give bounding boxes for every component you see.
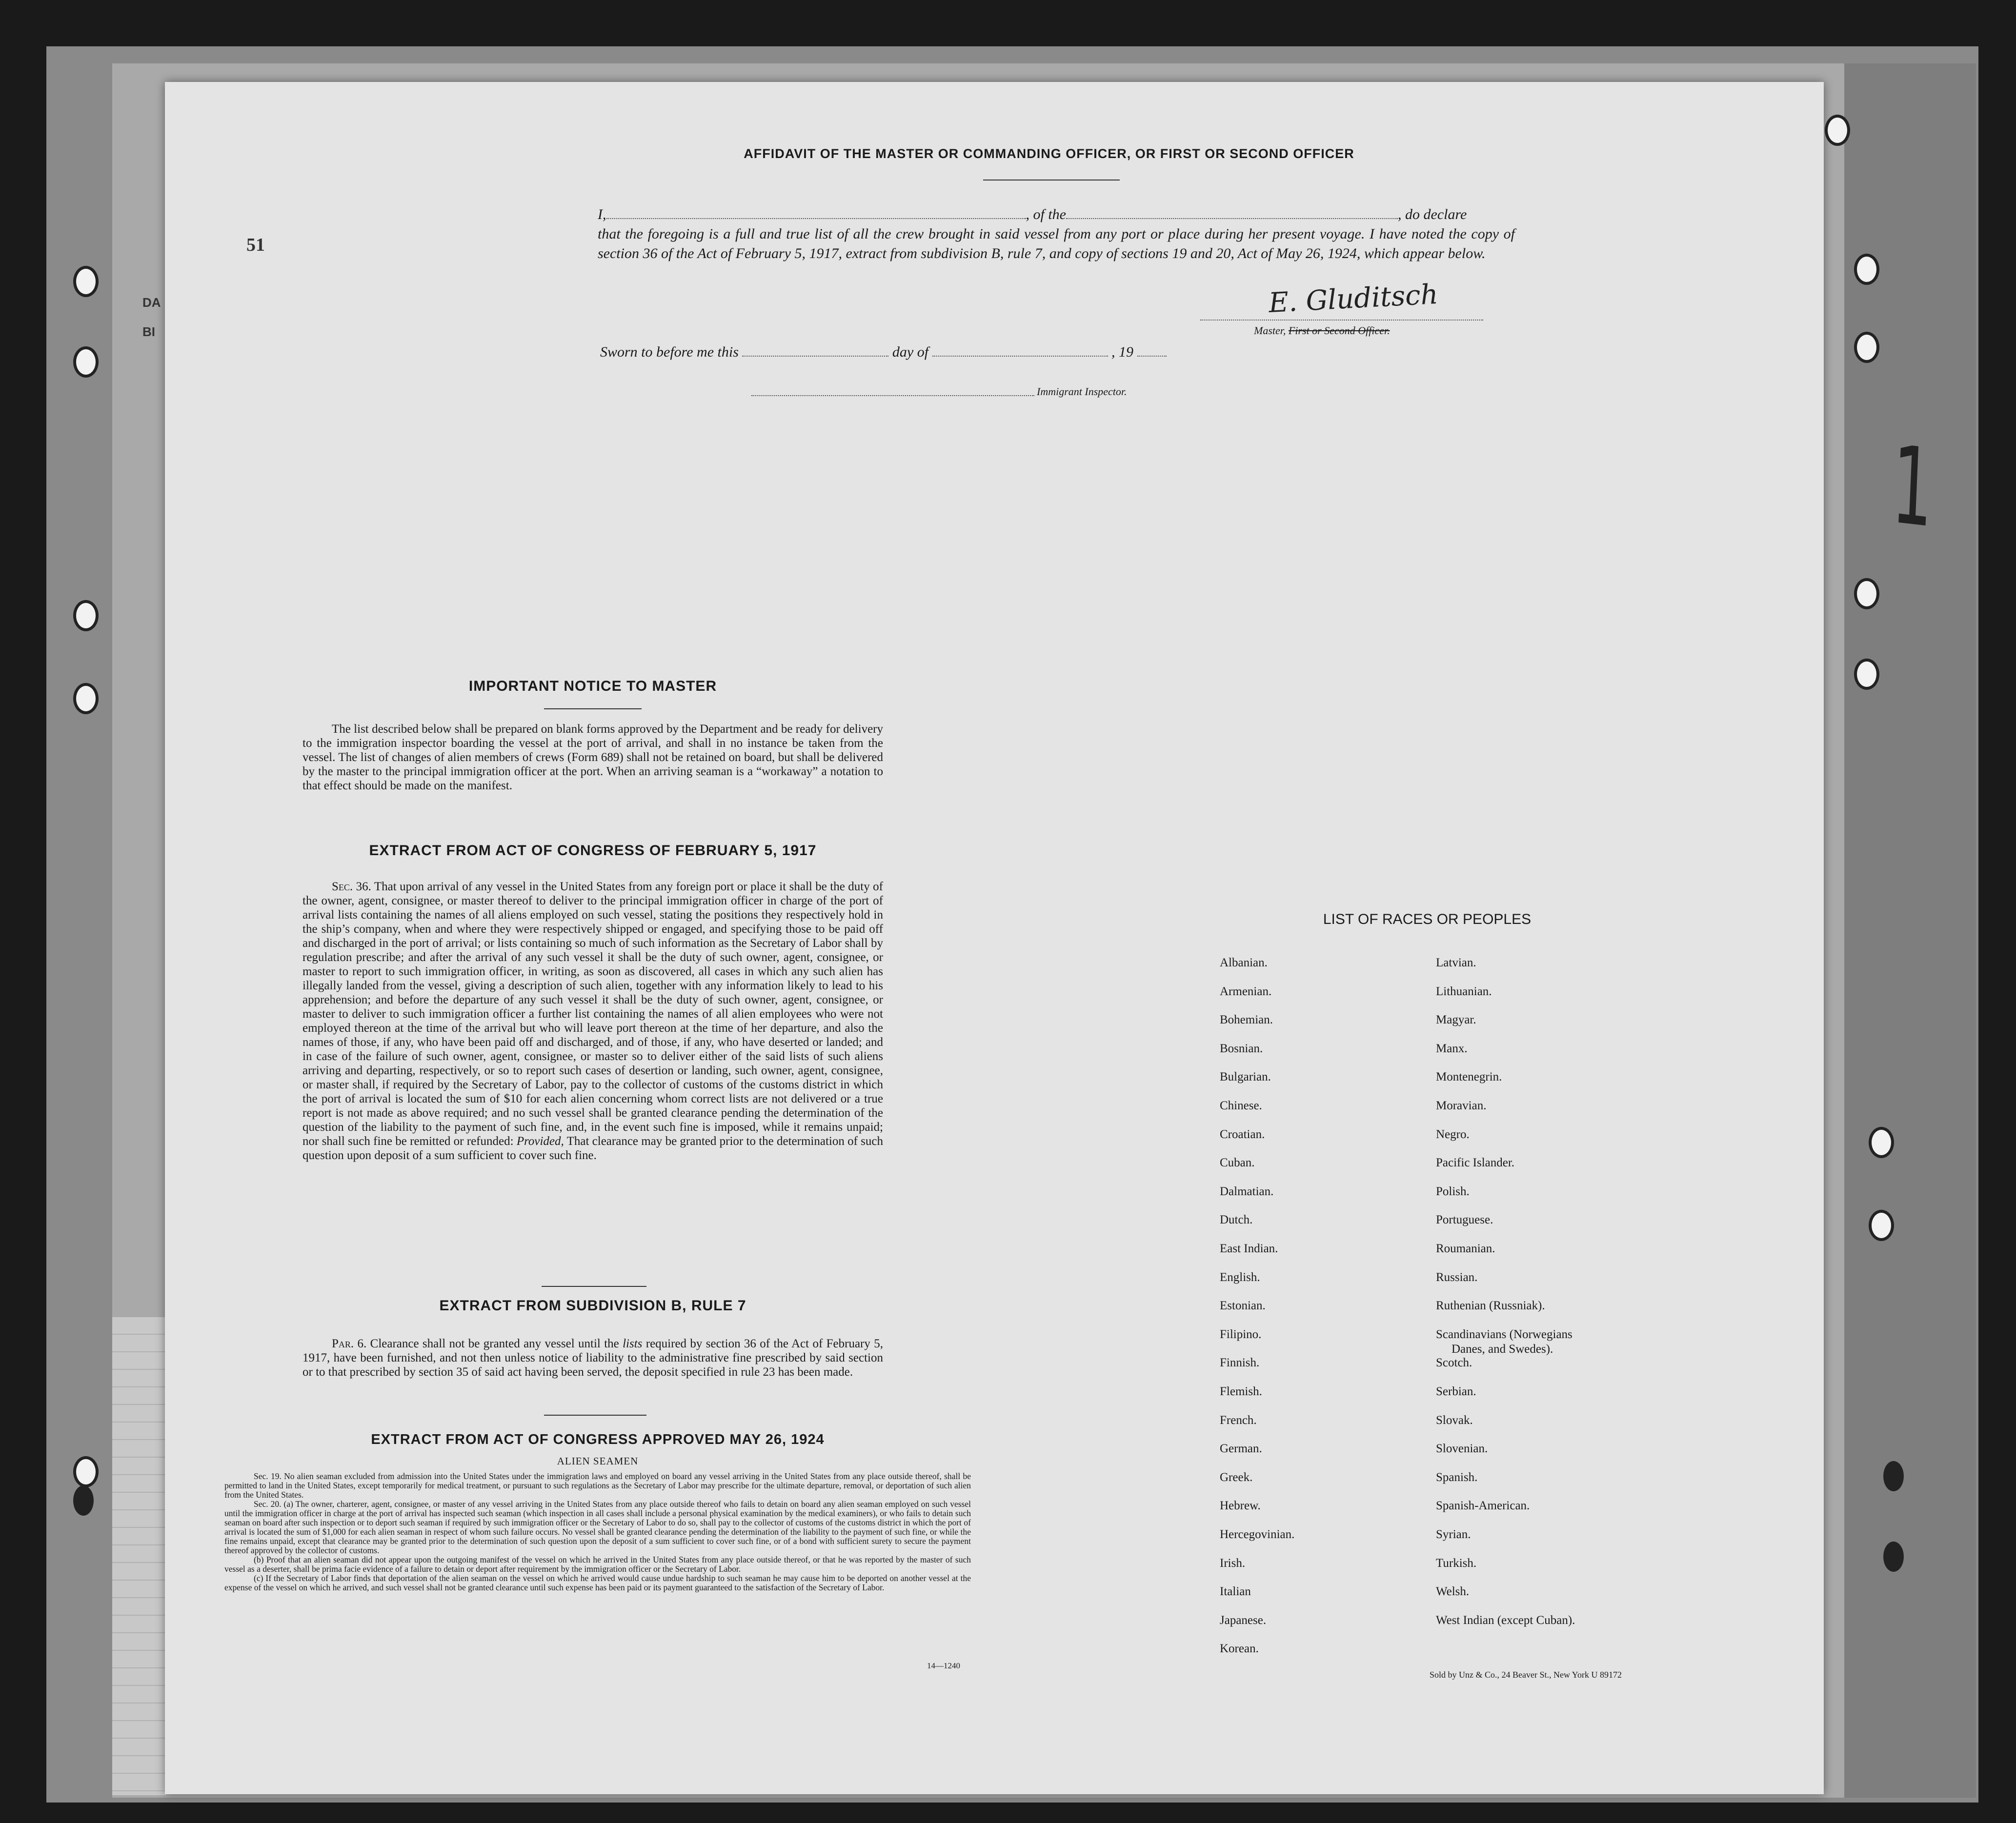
affidavit-i-label: I, — [598, 206, 606, 222]
rule7-title: EXTRACT FROM SUBDIVISION B, RULE 7 — [439, 1298, 746, 1314]
race-item: Portuguese. — [1436, 1213, 1493, 1227]
affidavit-of-label: , of the — [1026, 206, 1066, 222]
punch-hole-icon — [1869, 1127, 1894, 1158]
sworn-year-label: , 19 — [1111, 344, 1134, 360]
race-item: Welsh. — [1436, 1585, 1470, 1599]
act-1924-sec20a: Sec. 20. (a) The owner, charterer, agent, consignee, or master of any vessel arriving in the United States from any place outside thereof who fails to detain on board any alien seaman employed on such vessel until the immigration officer in charge at the port of arrival has inspected such seaman (which inspection in all cases shall include a personal physical examination by the medical examiners), or who fails to detain such seaman on board after such inspection or to deport such seaman if required by such immigration officer or the Secretary of Labor to do so, shall pay to the collector of customs of the customs district in which the port of arrival is located the sum of $1,000 for each alien seaman in respect of whom such failure occurs. No vessel shall be granted clearance pending the determination of the liability to the payment of such fine, or while the fine remains unpaid, except that clearance may be granted prior to the determination of such question upon the deposit of a sum sufficient to cover such fine, or of a bond with sufficient surety to secure the payment thereof approved by the collector of customs. — [224, 1499, 971, 1555]
race-item: Flemish. — [1220, 1385, 1262, 1398]
race-item: Pacific Islander. — [1436, 1156, 1515, 1170]
race-item: Bohemian. — [1220, 1013, 1273, 1027]
rule7-body-a: Clearance shall not be granted any vessel until the — [370, 1337, 619, 1350]
race-item: English. — [1220, 1270, 1260, 1284]
lined-paper-strip — [112, 1317, 166, 1795]
punch-hole-icon — [1825, 115, 1850, 146]
master-signature: E. Gluditsch — [1268, 278, 1439, 320]
signature-caption — [1254, 324, 1390, 337]
notice-title: IMPORTANT NOTICE TO MASTER — [468, 678, 717, 694]
race-item: Dalmatian. — [1220, 1184, 1274, 1198]
race-item: East Indian. — [1220, 1242, 1278, 1255]
act-1917-text — [302, 880, 883, 1162]
race-item: West Indian (except Cuban). — [1436, 1613, 1575, 1627]
race-item: Armenian. — [1220, 984, 1272, 998]
act-1924-divider — [544, 1415, 646, 1416]
signature-line — [1200, 320, 1483, 321]
sworn-dayof-label: day of — [892, 344, 929, 360]
race-item: Lithuanian. — [1436, 984, 1492, 998]
signature-caption-struck: First or Second Officer. — [1288, 324, 1390, 337]
act-1924-text — [224, 1472, 971, 1592]
punch-hole-icon — [1854, 659, 1879, 690]
notice-text: The list described below shall be prepared on blank forms approved by the Department and be ready for delivery to the immigration inspector boarding the vessel at the port of arrival, and shall in no instance be taken from the vessel. The list of changes of alien members of crews (Form 689) shall not be retained on board, but shall be delivered by the master to the principal immigration officer at the port. When an arriving seaman is a “workaway” a notation to that effect should be made on the manifest. — [302, 722, 883, 792]
inspector-signature-line[interactable] — [751, 395, 1034, 396]
race-item: Serbian. — [1436, 1385, 1476, 1398]
master-name-blank[interactable] — [606, 218, 1026, 219]
vessel-name-blank[interactable] — [1066, 218, 1398, 219]
race-item: Spanish-American. — [1436, 1499, 1530, 1513]
affidavit-declare-label: , do declare — [1398, 206, 1467, 222]
race-item: Croatian. — [1220, 1127, 1265, 1141]
race-item: Manx. — [1436, 1042, 1468, 1055]
punch-hole-icon — [1854, 578, 1879, 609]
race-item: Greek. — [1220, 1470, 1253, 1484]
rule7-body-b: required by section 36 of the Act of February 5, 1917, have been furnished, and not then unless notice of liability to the administrative fine prescribed by said section or to that prescribed by section 35 of said act having been served, the deposit specified in rule 23 has been made. — [302, 1337, 883, 1379]
race-item: Polish. — [1436, 1184, 1470, 1198]
race-item: Hercegovinian. — [1220, 1528, 1295, 1541]
punch-hole-icon — [1883, 1461, 1904, 1491]
rule7-text — [302, 1337, 883, 1379]
race-item: Bosnian. — [1220, 1042, 1263, 1055]
form-number: 14—1240 — [927, 1661, 960, 1670]
punch-hole-icon — [1869, 1210, 1894, 1241]
race-item: German. — [1220, 1442, 1262, 1456]
race-item: Chinese. — [1220, 1099, 1262, 1112]
race-item: Spanish. — [1436, 1470, 1478, 1484]
sworn-day-blank[interactable] — [742, 356, 888, 357]
act-1924-sec20c: (c) If the Secretary of Labor finds that deportation of the alien seaman on the vessel on which he arrived would cause undue hardship to such seaman he may cause him to be deported on another vessel at the expense of the vessel on which he arrived, and such vessel shall not be granted clearance until such expense has been paid or its payment guaranteed to the satisfaction of the Secretary of Labor. — [224, 1573, 971, 1592]
inspector-caption: Immigrant Inspector. — [1037, 385, 1127, 398]
rule7-lists: lists — [623, 1337, 643, 1350]
punch-hole-icon — [73, 600, 99, 631]
rule7-par-label: Par. 6. — [332, 1337, 367, 1350]
sworn-line — [600, 344, 1167, 361]
binder-edge — [1844, 63, 1976, 1798]
race-item: Albanian. — [1220, 956, 1268, 969]
affidavit-text: that the foregoing is a full and true list of all the crew brought in said vessel from any port or place during her present voyage. I have noted the copy of section 36 of the Act of February 5, 1917, extract from subdivision B, rule 7, and copy of sections 19 and 20, Act of May 26, 1924, which appear below. — [598, 226, 1515, 261]
race-item: Ruthenian (Russniak). — [1436, 1299, 1545, 1313]
sworn-label: Sworn to before me this — [600, 344, 739, 360]
race-item: Bulgarian. — [1220, 1070, 1271, 1084]
punch-hole-icon — [73, 683, 99, 714]
act-1917-body-end: That clearance may be granted prior to the determination of such question upon deposit of a sum sufficient to cover such fine. — [302, 1135, 883, 1162]
notice-divider — [544, 708, 642, 709]
race-item: Moravian. — [1436, 1099, 1487, 1112]
race-item: Latvian. — [1436, 956, 1476, 969]
margin-mark-da: DA — [142, 295, 161, 310]
race-item: Finnish. — [1220, 1356, 1260, 1370]
race-item: Slovak. — [1436, 1413, 1473, 1427]
races-title: LIST OF RACES OR PEOPLES — [1323, 911, 1532, 927]
punch-hole-icon — [1883, 1542, 1904, 1572]
act-1924-subtitle: ALIEN SEAMEN — [557, 1455, 639, 1467]
race-item: Negro. — [1436, 1127, 1470, 1141]
act-1917-section-label: Sec. 36. — [332, 880, 371, 893]
race-item: Magyar. — [1436, 1013, 1476, 1027]
sworn-month-blank[interactable] — [932, 356, 1108, 357]
act-1924-title: EXTRACT FROM ACT OF CONGRESS APPROVED MAY 26, 1924 — [371, 1432, 825, 1447]
handwritten-mark: 1 — [1889, 422, 1936, 552]
punch-hole-icon — [1854, 332, 1879, 363]
race-item: Slovenian. — [1436, 1442, 1488, 1456]
race-item: Italian — [1220, 1585, 1251, 1599]
affidavit-body — [598, 205, 1515, 263]
punch-hole-icon — [73, 1485, 94, 1516]
race-item: Filipino. — [1220, 1327, 1262, 1341]
race-item: Hebrew. — [1220, 1499, 1261, 1513]
act-1924-sec19: Sec. 19. No alien seaman excluded from admission into the United States under the immigration laws and employed on board any vessel arriving in the United States from any place outside thereof, shall be permitted to land in the United States, except temporarily for medical treatment, or pursuant to such regulations as the Secretary of Labor may prescribe for the ultimate departure, removal, or deportation of such alien from the United States. — [224, 1471, 971, 1500]
act-1917-title: EXTRACT FROM ACT OF CONGRESS OF FEBRUARY 5, 1917 — [369, 842, 817, 859]
race-item: Roumanian. — [1436, 1242, 1495, 1255]
affidavit-title: AFFIDAVIT OF THE MASTER OR COMMANDING OFFICER, OR FIRST OR SECOND OFFICER — [744, 146, 1354, 161]
margin-mark-bi: BI — [142, 324, 155, 339]
punch-hole-icon — [73, 266, 99, 297]
printer-imprint: Sold by Unz & Co., 24 Beaver St., New York U 89172 — [1430, 1670, 1622, 1680]
affidavit-declaration-line — [598, 205, 1515, 224]
race-item: Cuban. — [1220, 1156, 1255, 1170]
act-1917-body: That upon arrival of any vessel in the United States from any foreign port or place it shall be the duty of the owner, agent, consignee, or master thereof to deliver to the principal immigration officer in charge of the port of arrival lists containing the names of all aliens employed on such vessel, stating the positions they respectively hold in the ship’s company, when and where they were respectively shipped or engaged, and specifying those to be paid off and discharged in the port of arrival; or lists containing so much of such information as the Secretary of Labor shall by regulation prescribe; and after the arrival of any such vessel it shall be the duty of such owner, agent, consignee, or master to report to such immigration officer, in writing, as soon as discovered, all cases in which any such alien has illegally landed from the vessel, giving a description of such alien, together with any information likely to lead to his apprehension; and before the departure of any such vessel it shall be the duty of such owner, agent, consignee, or master to deliver to such immigration officer a further list containing the names of all alien employees who were not employed thereon at the time of the arrival but who will leave port thereon at the time of her departure, and also the names of those, if any, who have been paid off and discharged, and of those, if any, who have deserted or landed; and in case of the failure of such owner, agent, consignee, or master so to deliver either of the said lists of such aliens arriving and departing, respectively, or so to report such cases of desertion or landing, such owner, agent, consignee, or master shall, if required by the Secretary of Labor, pay to the collector of customs of the customs district in which the port of arrival is located the sum of $10 for each alien concerning whom correct lists are not delivered or a true report is not made as above required; and no such vessel shall be granted clearance pending the determination of the question of the liability to the payment of such fine, and, in the event such fine is imposed, while it remains unpaid; nor shall such fine be remitted or refunded: — [302, 880, 883, 1148]
punch-hole-icon — [1854, 254, 1879, 285]
signature-caption-master: Master, — [1254, 324, 1286, 337]
race-item: Scotch. — [1436, 1356, 1472, 1370]
margin-number: 51 — [246, 235, 265, 255]
race-item: Korean. — [1220, 1642, 1259, 1656]
sworn-year-blank[interactable] — [1137, 356, 1167, 357]
punch-hole-icon — [73, 1456, 99, 1487]
race-item: Japanese. — [1220, 1613, 1267, 1627]
race-item: Turkish. — [1436, 1556, 1477, 1570]
rule7-divider — [542, 1286, 646, 1287]
race-item: Danes, and Swedes). — [1452, 1342, 1553, 1356]
race-item: Dutch. — [1220, 1213, 1253, 1227]
race-item: Irish. — [1220, 1556, 1246, 1570]
race-item: Montenegrin. — [1436, 1070, 1502, 1084]
race-item: Syrian. — [1436, 1528, 1471, 1541]
act-1917-provided: Provided, — [516, 1135, 564, 1148]
race-item: Estonian. — [1220, 1299, 1266, 1313]
race-item: French. — [1220, 1413, 1257, 1427]
race-item: Russian. — [1436, 1270, 1478, 1284]
punch-hole-icon — [73, 346, 99, 378]
act-1924-sec20b: (b) Proof that an alien seaman did not appear upon the outgoing manifest of the vessel on which he arrived in the United States from any place outside thereof, or that he was reported by the master of such vessel as a deserter, shall be prima facie evidence of a failure to detain or deport after requirement by the immigration officer or the Secretary of Labor. — [224, 1555, 971, 1574]
race-item: Scandinavians (Norwegians — [1436, 1327, 1572, 1341]
